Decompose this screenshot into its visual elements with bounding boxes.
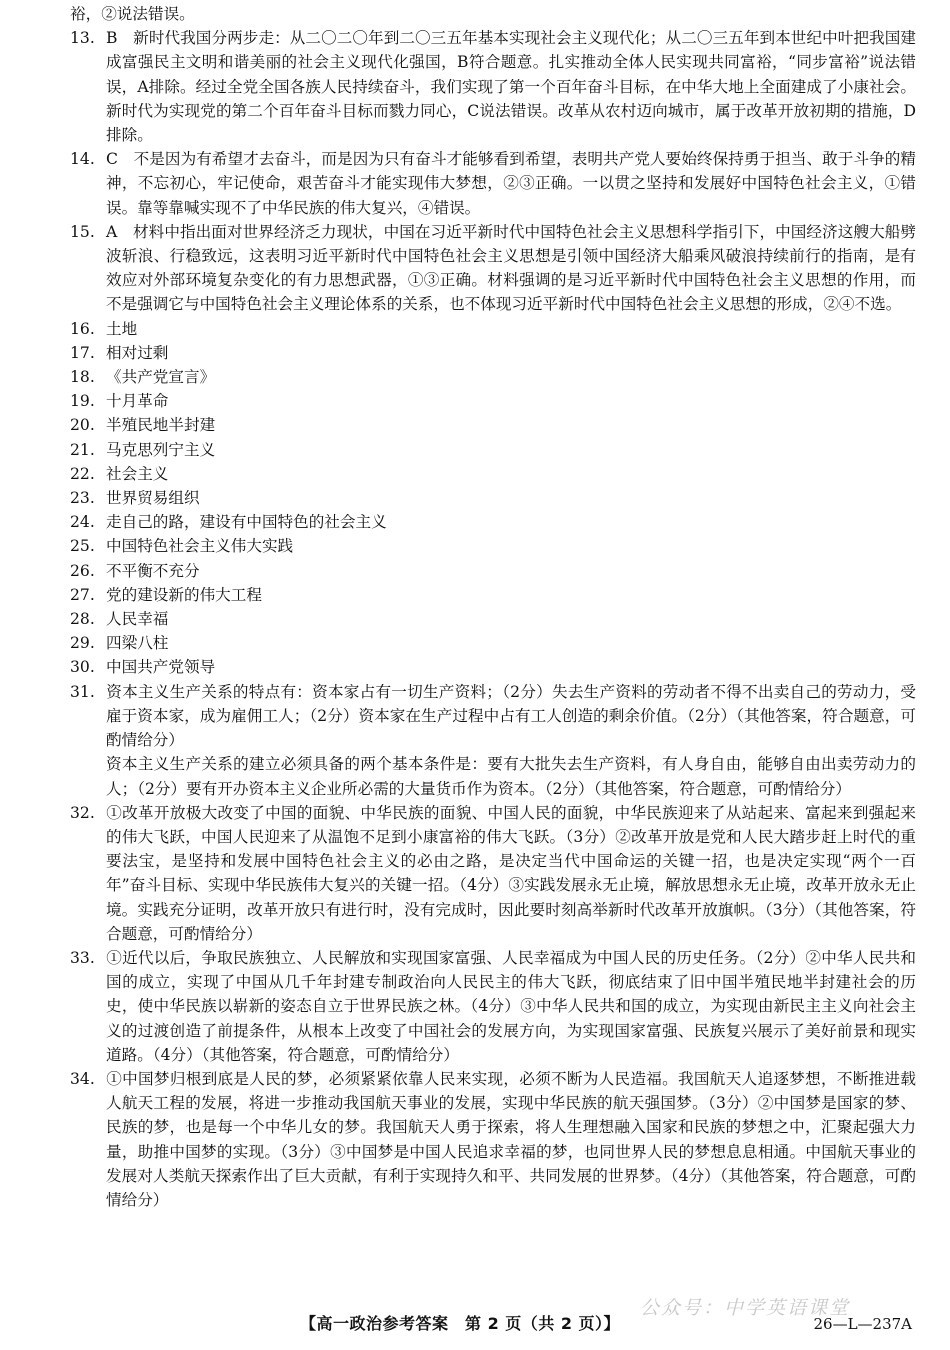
answer-14 [70,147,916,220]
answer-text: 土地 [106,319,138,338]
short-answer-item [70,462,916,486]
short-answer-item [70,607,916,631]
answer-number: 26. [70,561,95,580]
answer-text: ①改革开放极大改变了中国的面貌、中华民族的面貌、中国人民的面貌，中华民族迎来了从站起来、富起来到强起来的伟大飞跃，中国人民迎来了从温饱不足到小康富裕的伟大飞跃。（3分）②改革开放是党和人民大踏步赶上时代的重要法宝，是坚持和发展中国特色社会主义的必由之路，是决定当代中国命运的关键一招，也是决定实现“两个一百年”奋斗目标、实现中华民族伟大复兴的关键一招。（4分）③实践发展永无止境，解放思想永无止境，改革开放永无止境。实践充分证明，改革开放只有进行时，没有完成时，因此要时刻高举新时代改革开放旗帜。（3分）（其他答案，符合题意，可酌情给分） [106,803,916,943]
answer-number: 23. [70,489,95,508]
short-answer-item [70,631,916,655]
answer-text: 《共产党宣言》 [106,368,216,387]
answer-number: 25. [70,537,95,556]
answer-number: 33. [70,948,95,967]
answer-number: 16. [70,319,95,338]
answer-33 [70,946,916,1067]
answer-number: 22. [70,464,95,483]
short-answer-item [70,389,916,413]
answer-number: 31. [70,682,95,701]
continued-line: 裕，②说法错误。 [70,5,195,23]
answer-text: ①近代以后，争取民族独立、人民解放和实现国家富强、人民幸福成为中国人民的历史任务。（2分）②中华人民共和国的成立，实现了中国从几千年封建专制政治向人民民主的伟大飞跃，彻底结束了旧中国半殖民地半封建社会的历史，使中华民族以崭新的姿态自立于世界民族之林。（4分）③中华人民共和国的成立，为实现由新民主主义向社会主义的过渡创造了前提条件，从根本上改变了中国社会的发展方向，为实现国家富强、民族复兴展示了美好前景和现实道路。（4分）（其他答案，符合题意，可酌情给分） [106,948,916,1064]
answer-text: 相对过剩 [106,343,169,362]
short-answer-item [70,438,916,462]
answer-number: 28. [70,610,95,629]
answer-text: 不平衡不充分 [106,561,200,580]
answer-31 [70,680,916,753]
answer-31-part-2: 资本主义生产关系的建立必须具备的两个基本条件是：要有大批失去生产资料，有人身自由，能够自由出卖劳动力的人；（2分）要有开办资本主义企业所必需的大量货币作为资本。（2分）（其他答案，符合题意，可酌情给分） [106,755,916,798]
answer-number: 30. [70,658,95,677]
answer-text: 资本主义生产关系的特点有：资本家占有一切生产资料；（2分）失去生产资料的劳动者不得不出卖自己的劳动力，受雇于资本家，成为雇佣工人；（2分）资本家在生产过程中占有工人创造的剩余价值。（2分）（其他答案，符合题意，可酌情给分） [106,682,916,750]
answer-text: 中国特色社会主义伟大实践 [106,537,294,556]
answer-text: 党的建设新的伟大工程 [106,585,262,604]
answer-text: ①中国梦归根到底是人民的梦，必须紧紧依靠人民来实现，必须不断为人民造福。我国航天人追逐梦想，不断推进载人航天工程的发展，将进一步推动我国航天事业的发展，实现中华民族的航天强国梦。（3分）②中国梦是国家的梦、民族的梦，也是每一个中华儿女的梦。我国航天人勇于探索，将人生理想融入国家和民族的梦想之中，汇聚起强大力量，助推中国梦的实现。（3分）③中国梦是中国人民追求幸福的梦，也同世界人民的梦想息息相通。中国航天事业的发展对人类航天探索作出了巨大贡献，有利于实现持久和平、共同发展的世界梦。（4分）（其他答案，符合题意，可酌情给分） [106,1069,916,1209]
answer-text: 十月革命 [106,392,169,411]
short-answer-item [70,317,916,341]
answer-number: 19. [70,392,95,411]
answer-number: 14. [70,150,95,169]
answer-text: 人民幸福 [106,610,169,629]
answer-text: 半殖民地半封建 [106,416,216,435]
answer-32 [70,801,916,946]
short-answer-item [70,655,916,679]
answer-number: 15. [70,222,95,241]
answer-text: 四梁八柱 [106,634,169,653]
answer-text: B 新时代我国分两步走：从二〇二〇年到二〇三五年基本实现社会主义现代化；从二〇三五年到本世纪中叶把我国建成富强民主文明和谐美丽的社会主义现代化强国，B符合题意。扎实推动全体人民实现共同富裕，“同步富裕”说法错误，A排除。经过全党全国各族人民持续奋斗，我们实现了第一个百年奋斗目标，在中华大地上全面建成了小康社会。新时代为实现党的第二个百年奋斗目标而戮力同心，C说法错误。改革从农村迈向城市，属于改革开放初期的措施，D排除。 [106,29,916,145]
answer-number: 32. [70,803,95,822]
answer-15 [70,220,916,317]
answer-number: 29. [70,634,95,653]
answer-number: 21. [70,440,95,459]
answer-number: 17. [70,343,95,362]
answer-number: 34. [70,1069,95,1088]
short-answer-list [70,317,916,680]
answer-number: 20. [70,416,95,435]
answer-text: C 不是因为有希望才去奋斗，而是因为只有奋斗才能够看到希望，表明共产党人要始终保持勇于担当、敢于斗争的精神，不忘初心，牢记使命，艰苦奋斗才能实现伟大梦想，②③正确。一以贯之坚持和发展好中国特色社会主义，①错误。靠等靠喊实现不了中华民族的伟大复兴，④错误。 [106,150,916,217]
short-answer-item [70,534,916,558]
answer-text: 社会主义 [106,464,169,483]
answer-number: 18. [70,368,95,387]
answer-number: 13. [70,29,95,48]
footer-code: 26—L—237A [813,1315,912,1333]
short-answer-item [70,365,916,389]
answer-number: 27. [70,585,95,604]
answer-13 [70,26,916,147]
short-answer-item [70,486,916,510]
answer-text: 马克思列宁主义 [106,440,216,459]
answer-text: 走自己的路，建设有中国特色的社会主义 [106,513,387,532]
answer-text: 世界贸易组织 [106,489,200,508]
short-answer-item [70,341,916,365]
answer-text: 中国共产党领导 [106,658,216,677]
short-answer-item [70,413,916,437]
page-footer [0,1310,950,1338]
short-answer-item [70,510,916,534]
footer-title: 【高一政治参考答案 第 2 页（共 2 页）】 [300,1314,621,1333]
answer-content [70,2,916,1212]
watermark-text: 公众号：中学英语课堂 [640,1297,851,1319]
answer-number: 24. [70,513,95,532]
answer-text: A 材料中指出面对世界经济乏力现状，中国在习近平新时代中国特色社会主义思想科学指引下，中国经济这艘大船劈波斩浪、行稳致远，这表明习近平新时代中国特色社会主义思想是引领中国经济大船乘风破浪持续前行的指南，是有效应对外部环境复杂变化的有力思想武器，①③正确。材料强调的是习近平新时代中国特色社会主义思想的作用，而不是强调它与中国特色社会主义理论体系的关系，也不体现习近平新时代中国特色社会主义思想的形成，②④不选。 [106,222,916,314]
short-answer-item [70,559,916,583]
answer-34 [70,1067,916,1212]
short-answer-item [70,583,916,607]
